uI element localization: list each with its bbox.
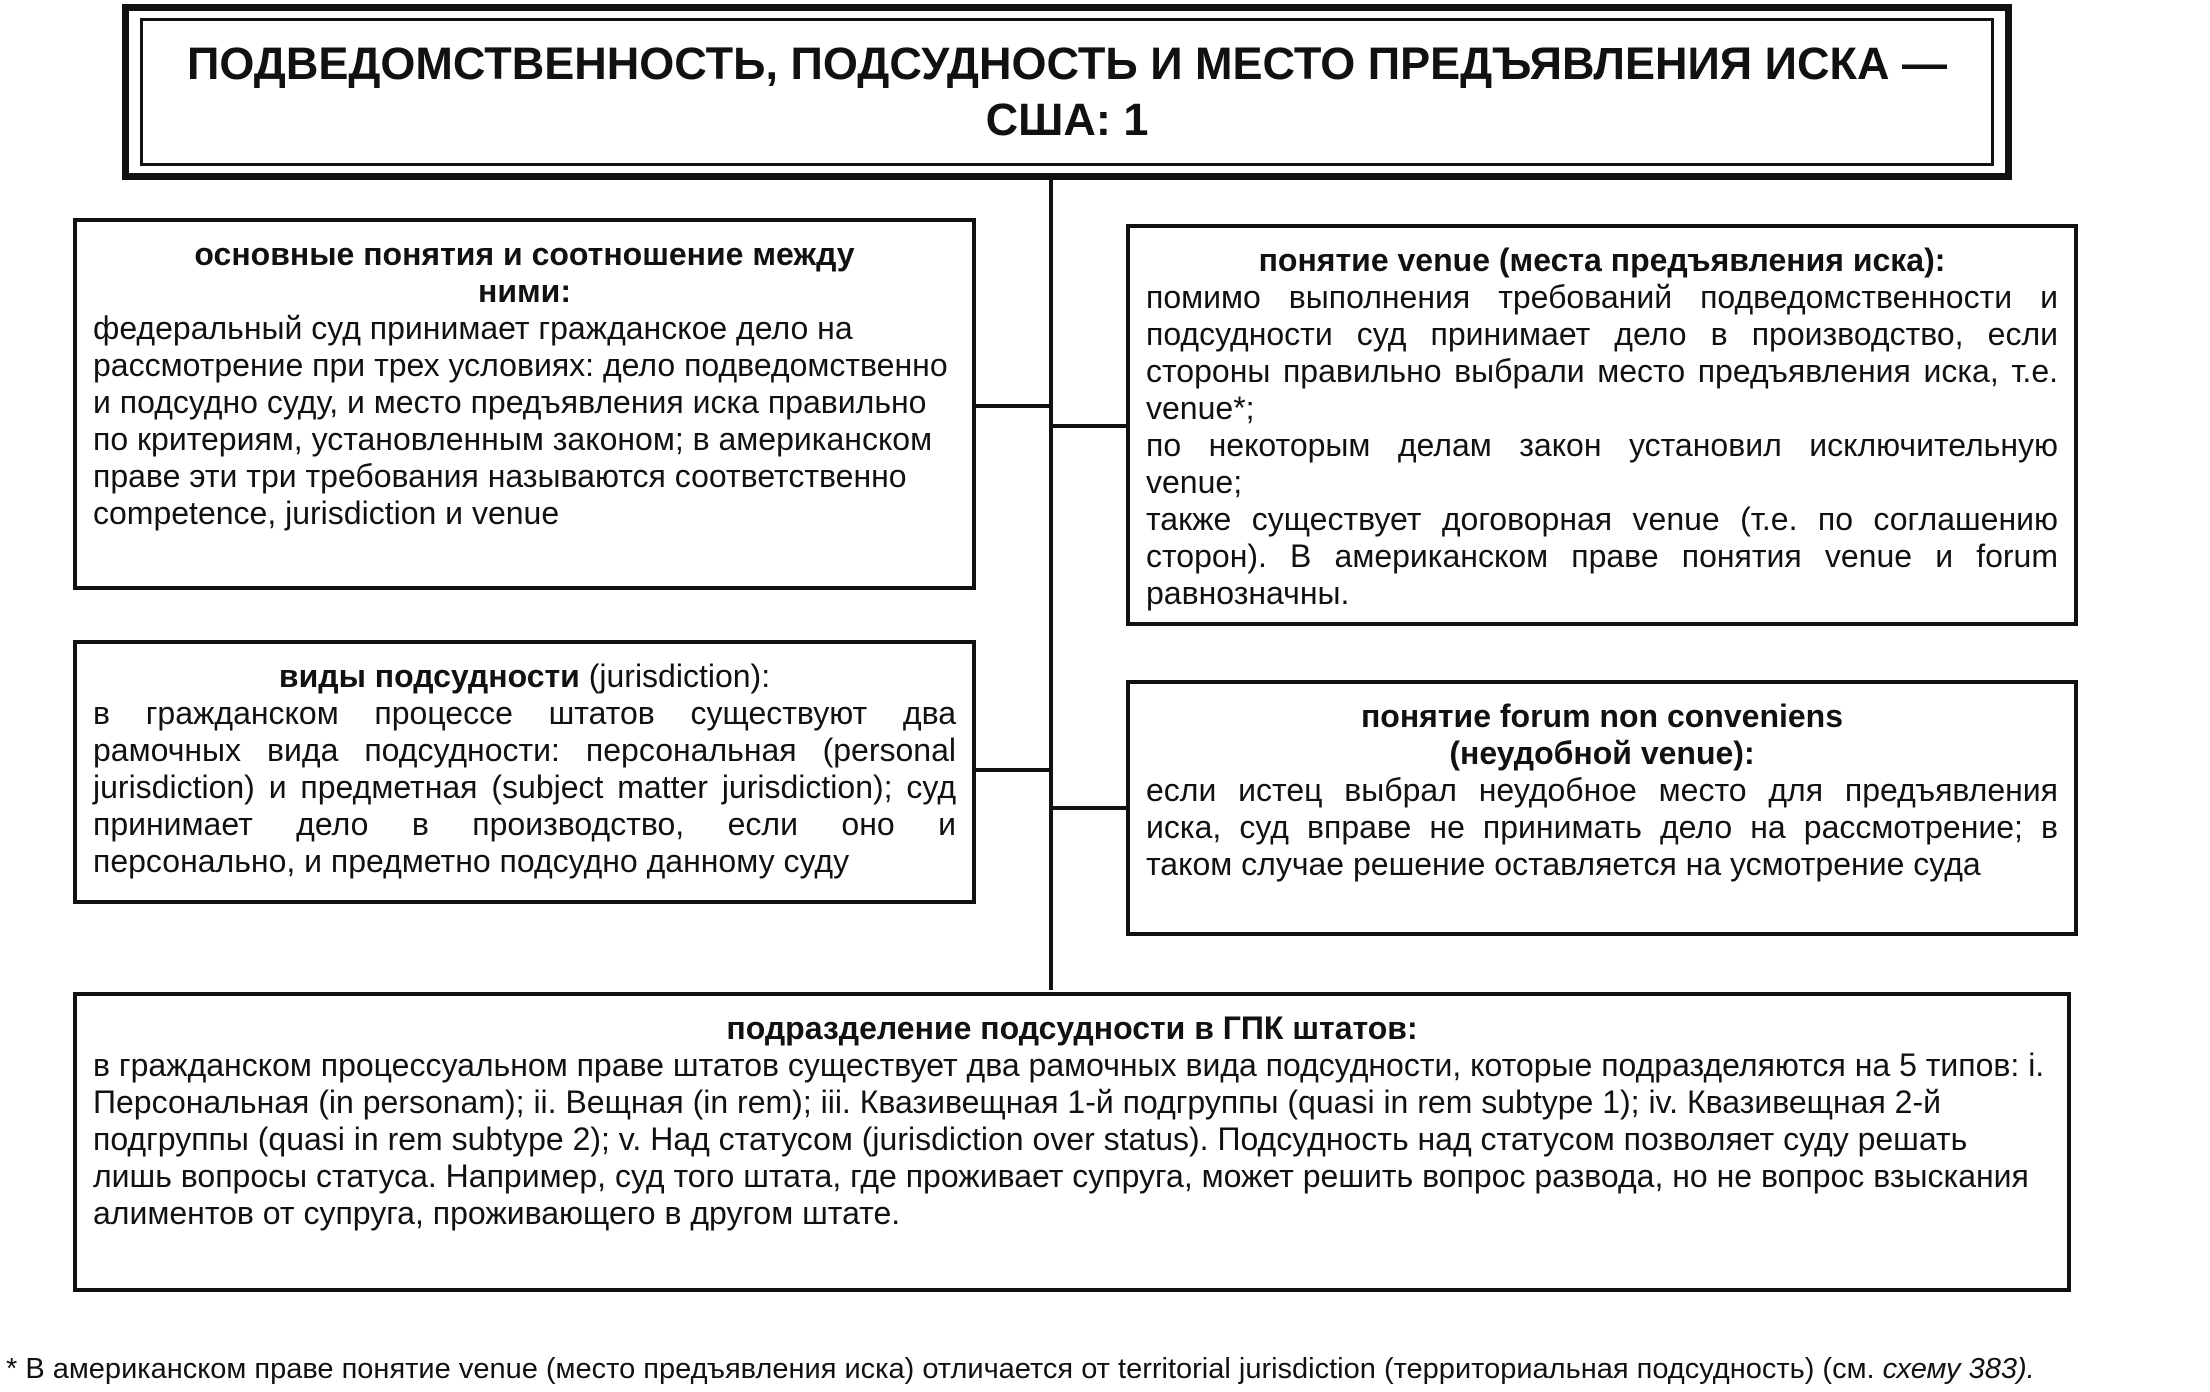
forum-non-conveniens-box <box>1126 680 2078 936</box>
subdivision-box <box>73 992 2071 1292</box>
title-line-1: ПОДВЕДОМСТВЕННОСТЬ, ПОДСУДНОСТЬ И МЕСТО ПРЕДЪЯВЛЕНИЯ ИСКА — <box>187 38 1947 89</box>
connector-basic <box>974 404 1051 408</box>
jurisdiction-types-heading-normal: (jurisdiction): <box>579 658 771 694</box>
jurisdiction-types-heading-bold: виды подсудности <box>278 658 580 694</box>
title-box <box>140 18 1994 166</box>
basic-concepts-box <box>73 218 976 590</box>
forum-heading-line-1: понятие forum non conveniens <box>1360 698 1844 734</box>
connector-venue <box>1051 424 1128 428</box>
venue-concept-para-2: по некоторым делам закон установил исключительную venue; <box>1146 427 2058 500</box>
venue-concept-para-1: помимо выполнения требований подведомственности и подсудности суд принимает дело в производство, если стороны правильно выбрали место предъявления иска, т.е. venue*; <box>1146 279 2058 426</box>
venue-concept-heading: понятие venue (места предъявления иска): <box>1258 242 1946 278</box>
jurisdiction-types-box <box>73 640 976 904</box>
footnote-text: * В американском праве понятие venue (место предъявления иска) отличается от territorial jurisdiction (территориальная подсудность) (см. <box>6 1353 1883 1385</box>
connector-types <box>974 768 1051 772</box>
jurisdiction-types-heading <box>93 658 956 695</box>
venue-concept-para-3: также существует договорная venue (т.е. по соглашению сторон). В американском праве понятия venue и forum равнозначны. <box>1146 501 2058 611</box>
subdivision-text: в гражданском процессуальном праве штатов существует два рамочных вида подсудности, которые подразделяются на 5 типов: i. Персональная (in personam); ii. Вещная (in rem); iii. Квазивещная 1-й подгруппы (quasi in rem subtype 1); iv. Квазивещная 2-й подгруппы (quasi in rem subtype 2); v. Над статусом (jurisdiction over status). Подсудность над статусом позволяет суду решать лишь вопросы статуса. Например, суд того штата, где проживает супруга, может решить вопрос развода, но не вопрос взыскания алиментов от супруга, проживающего в другом штате. <box>93 1047 2045 1231</box>
forum-heading-line-2: (неудобной venue): <box>1449 735 1755 771</box>
central-connector <box>1049 178 1053 990</box>
connector-forum <box>1051 806 1128 810</box>
jurisdiction-types-text: в гражданском процессе штатов существуют два рамочных вида подсудности: персональная (personal jurisdiction) и предметная (subject matter jurisdiction); суд принимает дело в производство, если оно и персонально, и предметно подсудно данному суду <box>93 695 956 879</box>
basic-concepts-text: федеральный суд принимает гражданское дело на рассмотрение при трех условиях: дело подведомственно и подсудно суду, и место предъявления иска правильно по критериям, установленным законом; в американском праве эти три требования называются соответственно competence, jurisdiction и venue <box>93 310 948 531</box>
subdivision-heading: подразделение подсудности в ГПК штатов: <box>726 1010 1418 1046</box>
basic-concepts-heading: основные понятия и соотношение между ними: <box>194 236 855 309</box>
forum-text: если истец выбрал неудобное место для предъявления иска, суд вправе не принимать дело на рассмотрение; в таком случае решение оставляется на усмотрение суда <box>1146 772 2058 882</box>
footnote <box>6 1352 2210 1386</box>
venue-concept-box <box>1126 224 2078 626</box>
footnote-reference: схему 383). <box>1882 1353 2035 1385</box>
title-line-2: США: 1 <box>985 94 1149 145</box>
